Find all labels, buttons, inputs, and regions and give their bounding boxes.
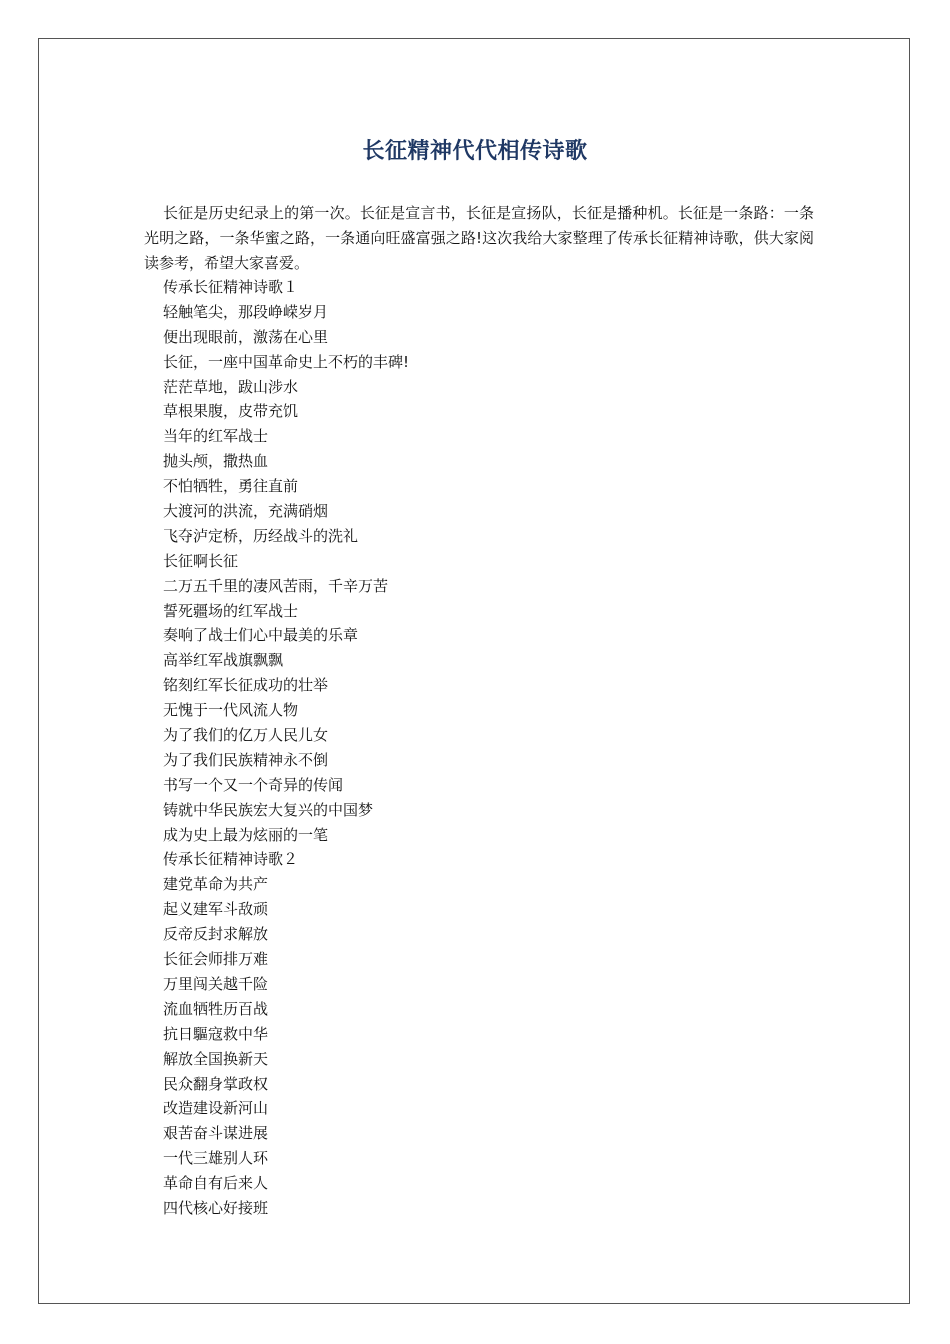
poem-line: 长征啊长征 (163, 551, 239, 570)
poem-line: 不怕牺牲，勇往直前 (163, 477, 299, 496)
poem-line: 铸就中华民族宏大复兴的中国梦 (163, 800, 374, 819)
poem-line: 艰苦奋斗谋进展 (163, 1124, 269, 1143)
poem-line: 便出现眼前，激荡在心里 (163, 327, 329, 346)
poem-line: 传承长征精神诗歌１ (163, 278, 299, 296)
poem-line: 誓死疆场的红军战士 (163, 601, 299, 620)
poem-line: 草根果腹，皮带充饥 (163, 402, 299, 421)
poem-line: 长征，一座中国革命史上不朽的丰碑! (163, 352, 410, 371)
poem-line: 改造建设新河山 (163, 1099, 269, 1118)
poem-line: 流血牺牲历百战 (163, 999, 269, 1018)
document-title: 长征精神代代相传诗歌 (362, 139, 588, 164)
poem-line: 二万五千里的凄风苦雨，千辛万苦 (163, 576, 389, 595)
poem-line: 革命自有后来人 (163, 1174, 269, 1193)
poem-line: 铭刻红军长征成功的壮举 (163, 676, 329, 695)
poem-line: 茫茫草地，跋山涉水 (163, 377, 299, 396)
poem-line: 一代三雄别人环 (163, 1149, 269, 1168)
poem-line: 无愧于一代风流人物 (163, 701, 299, 720)
poem-line: 建党革命为共产 (163, 875, 269, 894)
poem-line: 书写一个又一个奇异的传闻 (163, 775, 344, 794)
poem-line: 四代核心好接班 (163, 1198, 269, 1217)
poem-line: 解放全国换新天 (163, 1049, 269, 1068)
poem-line: 成为史上最为炫丽的一笔 (163, 825, 329, 844)
poem-line: 抛头颅，撒热血 (163, 452, 269, 471)
intro-paragraph: 长征是历史纪录上的第一次。长征是宣言书，长征是宣扬队，长征是播种机。长征是一条路：一条光明之路，一条华蜜之路，一条通向旺盛富强之路!这次我给大家整理了传承长征精神诗歌，供大家阅读参考，希望大家喜爱。 (144, 204, 814, 272)
poem-line: 奏响了战士们心中最美的乐章 (163, 626, 359, 645)
poem-line: 抗日驅寇救中华 (163, 1024, 269, 1043)
poem-line: 飞夺泸定桥，历经战斗的洗礼 (163, 526, 359, 545)
poem-line: 起义建军斗敌顽 (163, 900, 269, 919)
poem-line: 大渡河的洪流，充满硝烟 (163, 502, 329, 521)
poem-line: 为了我们民族精神永不倒 (163, 750, 329, 769)
poem-line: 为了我们的亿万人民儿女 (163, 726, 329, 745)
poem-line: 万里闯关越千险 (163, 974, 269, 993)
poem-line: 轻触笔尖，那段峥嵘岁月 (163, 302, 329, 321)
poem-line: 反帝反封求解放 (163, 925, 269, 944)
poem-line: 民众翻身掌政权 (163, 1074, 269, 1093)
poem-lines (163, 275, 409, 1221)
poem-line: 当年的红军战士 (163, 427, 269, 446)
poem-line: 长征会师排万难 (163, 950, 269, 969)
poem-line: 传承长征精神诗歌２ (163, 850, 299, 869)
poem-line: 高举红军战旗飘飘 (163, 651, 284, 670)
